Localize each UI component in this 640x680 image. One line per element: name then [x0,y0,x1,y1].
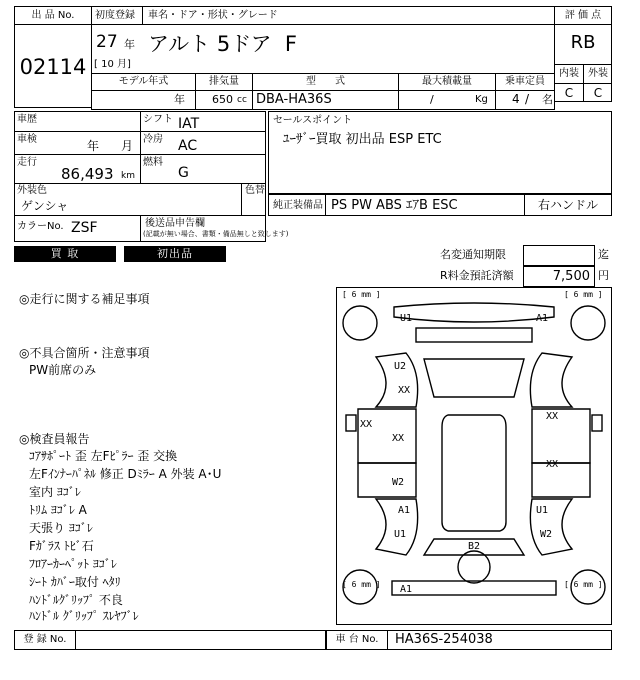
max-load-label: 最大積載量 [422,76,472,87]
mileage-value: 86,493 [61,165,114,183]
chassis-number-box [326,630,612,650]
displacement-label: 排気量 [209,76,239,87]
right-rear-door [532,463,590,497]
mark-rear-bumper: A1 [400,584,413,595]
displacement-unit: cc [237,95,247,105]
sales-point-box [268,111,612,194]
fuel-label: 燃料 [143,157,163,168]
left-front-door [358,409,416,463]
color-label: 外装色 [17,185,47,196]
inspector-line: 左Fｲﾝﾅｰﾊﾟﾈﾙ 修正 Dﾐﾗｰ A 外装 A･U [29,467,222,481]
defect-line: PW前席のみ [29,363,97,377]
inspector-line: ﾌﾛｱｰｶｰﾍﾟｯﾄ ﾖｺﾞﾚ [29,557,117,571]
spec-row [91,73,555,110]
recycle-fee-amount: 7,500 [552,269,590,284]
capacity-separator: / [525,92,530,106]
recycle-fee-unit: 円 [598,269,609,282]
mark-left-front-door-inner: XX [392,433,405,444]
inspector-line: ｺｱｻﾎﾟｰﾄ 歪 左Fﾋﾟﾗｰ 歪 交換 [29,449,178,463]
inspector-line: Fｶﾞﾗｽ ﾄﾋﾞ石 [29,539,94,553]
registration-month: [ 10 月] [94,59,131,70]
interior-label: 内装 [559,68,579,79]
spare-tire [458,551,490,583]
color-number-label: カラーNo. [17,221,64,232]
inspector-report-title: ◎検査員報告 [19,432,90,446]
car-damage-diagram [336,287,612,625]
mark-right-front-door: XX [546,411,559,422]
interior-grade: C [564,86,574,100]
first-registration-label: 初度登録 [95,10,135,21]
chassis-number-label: 車 台 No. [335,634,379,645]
registration-year: 27 [96,32,118,52]
tire-front-right [571,306,605,340]
mark-right-rear-a: U1 [536,505,549,516]
inspector-line: ﾄﾘﾑ ﾖｺﾞﾚ A [29,503,87,517]
shaken-month-unit: 月 [121,139,134,153]
front-grille [416,328,532,342]
steering-position: 右ハンドル [537,198,598,212]
max-load-value: / [430,93,434,106]
shaken-label: 車検 [17,134,37,145]
recycle-fee-label: R料金預託済額 [440,269,514,282]
remarks-area [14,286,326,626]
evaluation-label: 評 価 点 [564,10,602,21]
capacity-unit: 名 [542,93,553,106]
capacity-label: 乗車定員 [505,76,545,87]
sales-point-label: セールスポイント [273,115,353,126]
mark-front-bumper-left: U1 [400,313,413,324]
name-change-deadline-field [523,245,595,266]
registration-number-box [14,630,326,650]
model-year-label: モデル年式 [118,76,169,87]
inspector-line: ｼｰﾄ ｶﾊﾞｰ取付 ﾍﾀﾘ [29,575,121,589]
first-registration-box [91,6,555,74]
shift-label: シフト [143,114,173,125]
chassis-number: HA36S-254038 [395,632,493,647]
details-box [14,111,289,242]
mark-left-fender: U2 [394,361,407,372]
left-rear-door [358,463,416,497]
mark-left-fender-xx: XX [398,385,411,396]
fuel-value: G [178,165,189,181]
equipment-items: PS PW ABS ｴｱB ESC [331,198,458,213]
car-name: アルト 5ドア F [148,32,297,56]
lot-number: 02114 [19,55,87,79]
left-mirror [346,415,356,431]
purchase-badge: 買 取 [14,246,116,262]
front-bumper [394,303,554,322]
color-value: ゲンシャ [21,199,69,213]
right-fender [530,353,572,407]
roof [442,415,506,531]
lot-number-box [14,6,92,108]
sales-point-text: ﾕｰｻﾞｰ買取 初出品 ESP ETC [283,132,442,147]
name-change-deadline-unit: 迄 [598,248,609,261]
first-listing-badge: 初出品 [124,246,226,262]
mark-right-rear-w: W2 [540,529,553,540]
recolor-label: 色替 [245,185,265,196]
evaluation-grade: RB [570,32,596,53]
registration-year-unit: 年 [124,38,135,51]
inspector-line: 天張り ﾖｺﾞﾚ [29,521,93,535]
right-mirror [592,415,602,431]
exterior-label: 外装 [588,68,608,79]
registration-number-label: 登 録 No. [23,634,67,645]
mileage-unit: km [121,171,135,181]
mark-front-bumper-right: A1 [536,313,549,324]
mark-left-rear-a: A1 [398,505,411,516]
car-model-label: 車名・ドア・形状・グレード [148,10,278,21]
hood [424,359,524,397]
inspector-line: ﾊﾝﾄﾞﾙｸﾞﾘｯﾌﾟ 不良 [29,593,123,607]
lot-number-label: 出 品 No. [31,10,75,21]
exterior-grade: C [593,86,603,100]
history-label: 車歴 [17,114,37,125]
driving-supplement-title: ◎走行に関する補足事項 [19,292,150,306]
ac-value: AC [178,138,198,154]
model-year-unit: 年 [174,93,185,106]
documents-note: (記載が無い場合、書類・備品無しと致します) [143,230,289,238]
evaluation-box [554,6,612,102]
mark-left-rear-u: U1 [394,529,407,540]
inspector-line: ﾊﾝﾄﾞﾙ ｸﾞﾘｯﾌﾟ ｽﾚﾔﾌﾞﾚ [29,609,139,623]
type-code: DBA-HA36S [256,92,332,107]
right-front-door [532,409,590,463]
equipment-label: 純正装備品 [273,200,323,211]
displacement-value: 650 [212,93,233,106]
mark-left-front-door: XX [360,419,373,430]
capacity-value: 4 [512,92,520,106]
type-label: 型 式 [305,76,346,87]
left-quarter [376,499,418,555]
tire-tag-front-right: [ 6 mm ] [564,290,603,299]
defects-title: ◎不具合箇所・注意事項 [19,346,150,360]
equipment-box [268,194,612,216]
shaken-year-unit: 年 [87,139,100,153]
tire-tag-rear-left: [ 6 mm ] [342,580,381,589]
mark-right-rear-door: XX [546,459,559,470]
name-change-deadline-label: 名変通知期限 [440,248,506,261]
inspector-line: 室内 ﾖｺﾞﾚ [29,485,81,499]
mark-left-rear-door: W2 [392,477,405,488]
ac-label: 冷房 [143,134,163,145]
recycle-fee-field [523,266,595,287]
mark-trunk: B2 [468,541,481,552]
shift-value: IAT [178,116,200,132]
tire-tag-front-left: [ 6 mm ] [342,290,381,299]
max-load-unit: Kg [475,94,488,105]
documents-label: 後送品申告欄 [145,218,205,229]
mileage-label: 走行 [17,157,37,168]
color-number: ZSF [71,220,98,236]
tire-tag-rear-right: [ 6 mm ] [564,580,603,589]
tire-front-left [343,306,377,340]
